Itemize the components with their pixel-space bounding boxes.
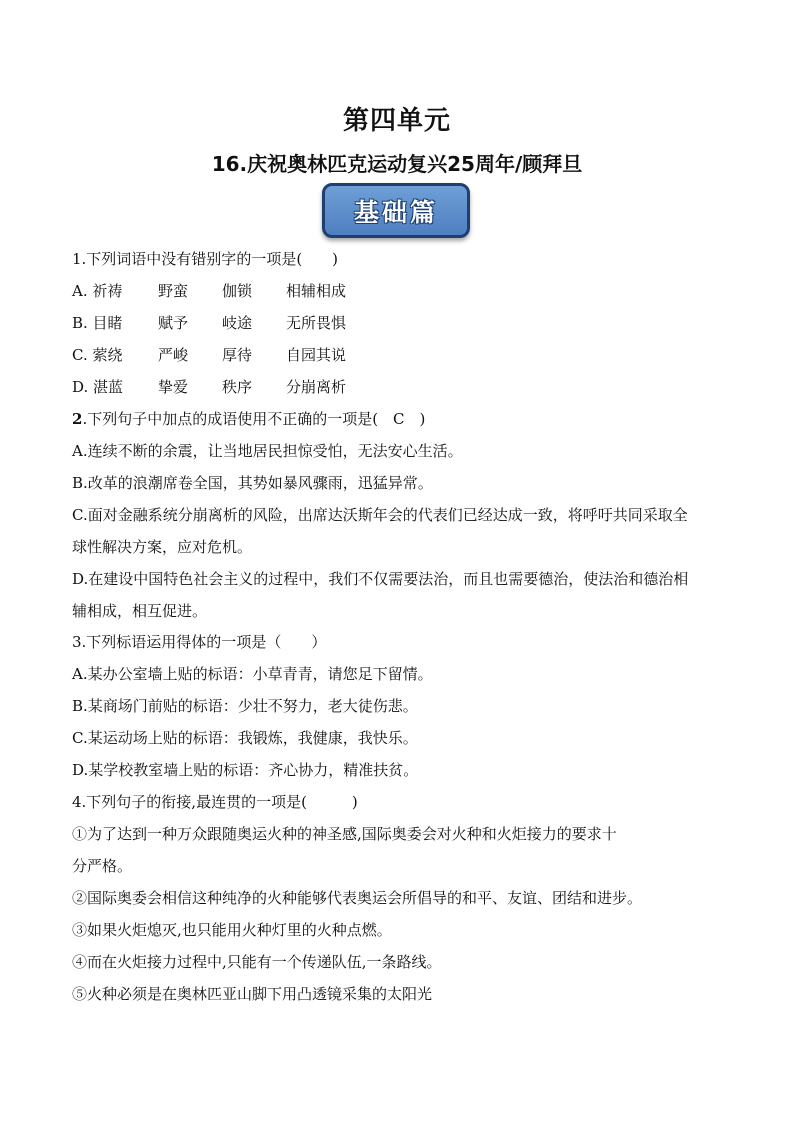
- q1-option-b-word4: 无所畏惧: [286, 314, 347, 332]
- q2-option-d-line1: D.在建设中国特色社会主义的过程中，我们不仅需要法治，而且也需要德治，使法治和德治相: [72, 570, 689, 588]
- q2-option-c-line1: C.面对金融系统分崩离析的风险，出席达沃斯年会的代表们已经达成一致，将呼吁共同采取全: [72, 506, 688, 524]
- q4-sentence-1-line1: ①为了达到一种万众跟随奥运火种的神圣感,国际奥委会对火种和火炬接力的要求十: [72, 825, 617, 843]
- q1-option-a-word4: 相辅相成: [286, 282, 347, 300]
- q1-option-d-word2: 挚爱: [158, 378, 189, 396]
- q4-sentence-2: ②国际奥委会相信这种纯净的火种能够代表奥运会所倡导的和平、友谊、团结和进步。: [72, 889, 643, 907]
- q4-sentence-3: ③如果火炬熄灭,也只能用火种灯里的火种点燃。: [72, 921, 392, 939]
- q1-option-c-word4: 自园其说: [286, 346, 347, 364]
- q2-stem: [72, 409, 425, 429]
- q1-option-d-word1: D. 湛蓝: [72, 378, 124, 396]
- q1-option-b-word1: B. 目睹: [72, 314, 123, 332]
- q4-sentence-1-line2: 分严格。: [72, 857, 133, 875]
- q2-stem-text: .下列句子中加点的成语使用不正确的一项是( C ): [82, 410, 426, 428]
- q2-option-d-line2: 辅相成，相互促进。: [72, 602, 208, 620]
- q1-option-a-word3: 伽锁: [222, 282, 253, 300]
- q1-option-a-word2: 野蛮: [158, 282, 189, 300]
- q3-stem: 3.下列标语运用得体的一项是（ ）: [72, 633, 327, 651]
- unit-title: 第四单元: [342, 106, 451, 136]
- q1-option-b-word3: 岐途: [222, 314, 253, 332]
- lesson-title: 16.庆祝奥林匹克运动复兴25周年/顾拜旦: [211, 152, 583, 176]
- q2-option-b: B.改革的浪潮席卷全国，其势如暴风骤雨，迅猛异常。: [72, 474, 433, 492]
- section-badge: [322, 183, 470, 238]
- q1-option-c-word1: C. 萦绕: [72, 346, 123, 364]
- q2-option-a: A.连续不断的余震，让当地居民担惊受怕，无法安心生活。: [72, 442, 463, 460]
- q4-sentence-4: ④而在火炬接力过程中,只能有一个传递队伍,一条路线。: [72, 953, 442, 971]
- q3-option-c: C.某运动场上贴的标语：我锻炼，我健康，我快乐。: [72, 729, 418, 747]
- q3-option-d: D.某学校教室墙上贴的标语：齐心协力，精准扶贫。: [72, 761, 419, 779]
- q2-option-c-line2: 球性解决方案，应对危机。: [72, 538, 253, 556]
- q1-option-c-word3: 厚待: [222, 346, 253, 364]
- q1-option-d-word4: 分崩离析: [286, 378, 347, 396]
- q3-option-a: A.某办公室墙上贴的标语：小草青青，请您足下留情。: [72, 665, 433, 683]
- q1-option-c-word2: 严峻: [158, 346, 189, 364]
- section-badge-label: 基础篇: [353, 197, 438, 227]
- q3-option-b: B.某商场门前贴的标语：少壮不努力，老大徒伤悲。: [72, 697, 418, 715]
- q4-stem: 4.下列句子的衔接,最连贯的一项是( ): [72, 793, 358, 811]
- q1-option-b-word2: 赋予: [158, 314, 189, 332]
- q4-sentence-5: ⑤火种必须是在奥林匹亚山脚下用凸透镜采集的太阳光: [72, 985, 433, 1003]
- q1-stem: 1.下列词语中没有错别字的一项是( ): [72, 250, 339, 268]
- q1-option-d-word3: 秩序: [222, 378, 253, 396]
- q2-number: 2: [72, 410, 83, 428]
- q1-option-a-word1: A. 祈祷: [72, 282, 123, 300]
